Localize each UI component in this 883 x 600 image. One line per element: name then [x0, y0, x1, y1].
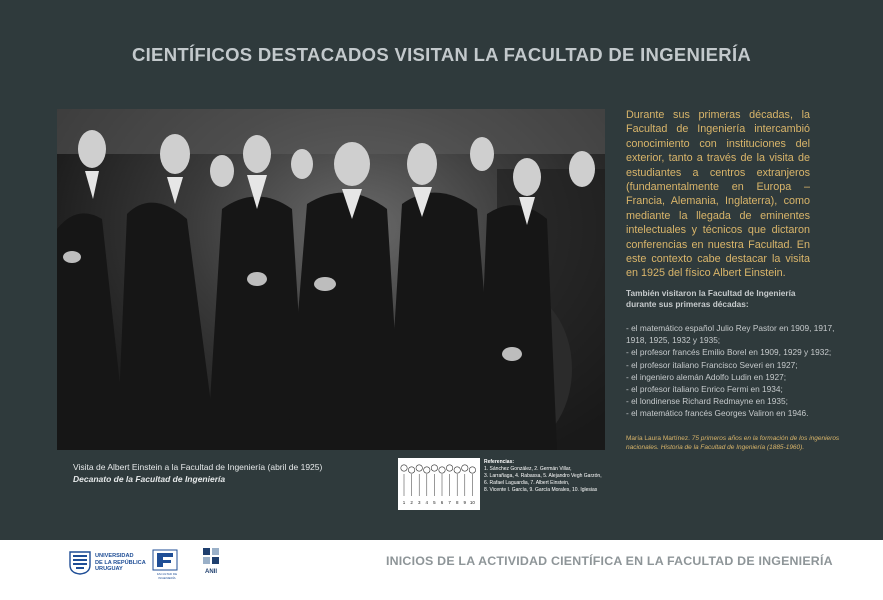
- key-number: 6: [440, 500, 444, 505]
- udelar-logo: [69, 551, 159, 577]
- list-item: - el profesor italiano Enrico Fermi en 1934;: [626, 384, 783, 395]
- key-line: 8. Vicente I. García, 9. García Morales, 10. Iglesias: [484, 487, 598, 493]
- udelar-line: UNIVERSIDAD: [95, 553, 134, 559]
- list-item: - el profesor italiano Francisco Severi en 1927;: [626, 359, 798, 370]
- list-item: - el londinense Richard Redmayne en 1935;: [626, 396, 788, 407]
- poster-title: CIENTÍFICOS DESTACADOS VISITAN LA FACULTAD DE INGENIERÍA: [131, 44, 752, 65]
- udelar-emblem-icon: [69, 551, 91, 575]
- list-item: - el matemático francés Georges Valiron en 1946.: [626, 408, 809, 419]
- key-number: 2: [410, 500, 413, 505]
- key-figure-head: [408, 467, 414, 473]
- key-number: 10: [469, 500, 475, 505]
- key-line: 1. Sánchez González, 2. Germán Villar,: [484, 466, 572, 472]
- key-figure-head: [469, 467, 475, 473]
- key-line: 6. Rafael Laguardia, 7. Albert Einstein,: [484, 480, 570, 486]
- key-figure-head: [424, 467, 430, 473]
- visitors-list: [626, 322, 846, 420]
- udelar-line: URUGUAY: [95, 566, 123, 573]
- photo-figures: [57, 109, 605, 450]
- figure-key-references: [484, 459, 614, 494]
- visitors-heading: También visitaron la Facultad de Ingeniería durante sus primeras décadas:: [626, 288, 796, 309]
- photo-caption-text: Visita de Albert Einstein a la Facultad de Ingeniería (abril de 1925): [73, 462, 323, 472]
- udelar-line: DE LA REPÚBLICA: [95, 559, 146, 566]
- key-line: 3. Larrañaga, 4. Rabassa, 5. Alejandro Vegh Garzón,: [484, 473, 602, 479]
- historical-photo: [57, 109, 605, 450]
- photo-credit: Decanato de la Facultad de Ingeniería: [73, 474, 226, 484]
- intro-paragraph: Durante sus primeras décadas, la Facultad de Ingeniería intercambió conocimiento con instituciones del exterior, tanto a través de la visita de estudiantes a centros extranjeros (fundamentalmente en Europa –Francia, Alemania, Inglaterra), como mediante la llegada de eminentes intelectuales y técnicos que dictaron conferencias en nuestra Facultad. En este contexto cabe destacar la visita en 1925 del físico Albert Einstein.: [626, 109, 810, 280]
- source-citation: [626, 435, 846, 453]
- anii-emblem-icon: [201, 546, 221, 568]
- list-item: - el matemático español Julio Rey Pastor en 1909, 1917, 1918, 1925, 1932 y 1935;: [626, 323, 835, 346]
- key-figure-head: [439, 467, 445, 473]
- key-number: 9: [463, 500, 467, 505]
- key-number: 7: [448, 500, 451, 505]
- key-heading: Referencias:: [484, 459, 515, 465]
- key-number: 8: [455, 500, 459, 505]
- key-figure-head: [401, 465, 407, 471]
- photo-caption: [73, 461, 373, 485]
- key-figure-head: [431, 465, 437, 471]
- figure-key-diagram: [398, 458, 480, 510]
- source-author: María Laura Martínez.: [626, 435, 690, 442]
- footer-title: INICIOS DE LA ACTIVIDAD CIENTÍFICA EN LA FACULTAD DE INGENIERÍA: [386, 554, 833, 568]
- fing-emblem-icon: [152, 549, 178, 571]
- fing-logo: [152, 549, 178, 579]
- anii-logo: [201, 546, 221, 578]
- figure-key-sketch: [398, 458, 480, 510]
- source-work: 75 primeros años en la formación de los ingenieros nacionales. Historia de la Facultad de Ingeniería (1885-1960).: [626, 435, 840, 451]
- list-item: - el profesor francés Emilio Borel en 1909, 1929 y 1932;: [626, 347, 832, 358]
- key-figure-head: [446, 465, 452, 471]
- list-item: - el ingeniero alemán Adolfo Ludin en 1927;: [626, 371, 787, 382]
- anii-wordmark: ANII: [205, 569, 217, 575]
- udelar-wordmark: [95, 553, 146, 573]
- fing-wordmark: FACULTAD DE INGENIERÍA: [156, 572, 178, 580]
- key-figure-head: [416, 465, 422, 471]
- key-number: 4: [425, 500, 429, 505]
- key-number: 1: [402, 500, 406, 505]
- key-figure-head: [454, 467, 460, 473]
- key-figure-head: [462, 465, 468, 471]
- key-number: 3: [417, 500, 421, 505]
- key-number: 5: [433, 500, 436, 505]
